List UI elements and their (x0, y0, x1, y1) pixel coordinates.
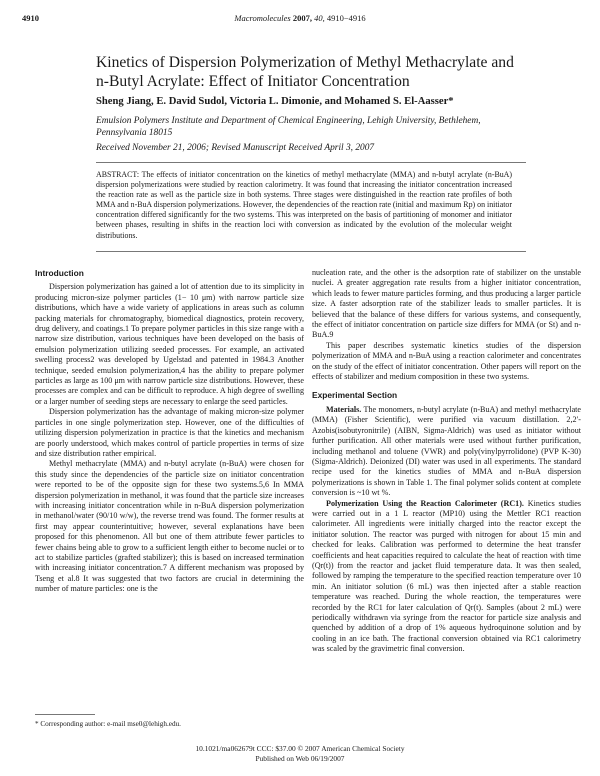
journal-name: Macromolecules (234, 13, 291, 23)
calorimeter-title: Polymerization Using the Reaction Calorimeter (RC1). (326, 498, 524, 508)
divider-bottom (96, 251, 526, 252)
journal-volume: 40, (314, 13, 325, 23)
calorimeter-paragraph (312, 499, 581, 655)
footnote-divider (35, 714, 95, 715)
article-affiliation: Emulsion Polymers Institute and Department of Chemical Engineering, Lehigh University, Bethlehem, Pennsylvania 18015 (96, 116, 481, 138)
intro-paragraph-4: This paper describes systematic kinetics studies of the dispersion polymerization of MMA and n-BuA using a reaction calorimeter and concentrates on the study of the effect of initiator concentration. Other papers will report on the effects of stabilizer and medium composition in these two systems. (312, 340, 581, 382)
section-heading-introduction: Introduction (35, 268, 84, 278)
materials-title: Materials. (326, 404, 362, 414)
abstract: ABSTRACT: The effects of initiator concentration on the kinetics of methyl methacrylate (MMA) and n-butyl acrylate (n-BuA) dispersion polymerizations were studied by reaction calorimetry. It was found that increasing the initiator concentration increased the reaction rate as well as the particle size in both systems. Three stages were distinguished in the reaction rate profiles of both MMA and n-BuA dispersion polymerizations. However, the dependencies of the reaction rate (initial and maximum Rp) on initiator concentration differed significantly for the two systems. This was interpreted on the basis of partitioning of monomer and initiator between phases, resulting in shifts in the reaction loci with conversion as indicated by the evolution of the molecular weight distributions. (96, 170, 512, 240)
corresponding-author-footnote: * Corresponding author: e-mail mse0@lehigh.edu. (35, 720, 181, 728)
journal-pages: 4910−4916 (326, 13, 366, 23)
page-footer (0, 744, 600, 763)
materials-paragraph (312, 405, 581, 499)
article-authors: Sheng Jiang, E. David Sudol, Victoria L. Dimonie, and Mohamed S. El-Aasser* (96, 96, 454, 107)
intro-paragraph-1: Dispersion polymerization has gained a lot of attention due to its simplicity in producing micron-size polymer particles (1− 10 μm) with narrow particle size distributions, which have a wide variety of applications in areas such as column packing materials for chromatography, biomedical diagnostics, protein recovery, drug delivery, and coatings.1 To prepare polymer particles in this size range with a narrow size distribution, various techniques have been developed on the basis of emulsion polymerization utilizing seeded processes. For example, an activated swelling process2 was developed by Ugelstad and patented in 1984.3 Another technique, seeded emulsion polymerization,4 has the ability to prepare polymer particles as large as 100 μm with narrow particle size distributions. However, these processes are complex and can be difficult to reproduce. A high degree of swelling or a larger number of seeding steps are necessary to enlarge the seed particles. (35, 282, 304, 406)
article-title: Kinetics of Dispersion Polymerization of Methyl Methacrylate and n-Butyl Acrylate: Effect of Initiator Concentration (96, 54, 514, 90)
journal-header (0, 13, 600, 23)
intro-paragraph-2: Dispersion polymerization has the advantage of making micron-size polymer particles in one single polymerization step. However, one of the difficulties of utilizing dispersion polymerization in practice is that the kinetics and mechanism are poorly understood, which makes control of particle properties in terms of size and size distribution rather empirical. (35, 407, 304, 458)
published-date: Published on Web 06/19/2007 (255, 753, 345, 763)
journal-year: 2007, (292, 13, 312, 23)
left-column (35, 268, 304, 595)
doi-line: 10.1021/ma062679t CCC: $37.00 © 2007 American Chemical Society (195, 744, 405, 753)
divider-top (96, 162, 526, 163)
materials-text: The monomers, n-butyl acrylate (n-BuA) and methyl methacrylate (MMA) (Fisher Scientific), were purified via vacuum distillation. 2,2′-Azobis(isobutyronitrile) (AIBN, Sigma-Aldrich) was used as initiator without further purification. All other materials were used without further purification, including methanol and toluene (VWR) and poly(vinylpyrrolidone) (PVP K-30) (Sigma-Aldrich). Deionized (DI) water was used in all experiments. The standard recipe used for the kinetics studies of MMA and n-BuA dispersion polymerizations is shown in Table 1. The final polymer solids content at complete conversion is ~10 wt %. (312, 404, 581, 498)
received-dates: Received November 21, 2006; Revised Manuscript Received April 3, 2007 (96, 143, 375, 153)
page-number: 4910 (22, 13, 39, 23)
section-heading-experimental: Experimental Section (312, 390, 398, 401)
intro-paragraph-continued: nucleation rate, and the other is the adsorption rate of stabilizer on the unstable nuclei. A greater aggregation rate results from a higher initiator concentration, which leads to fewer mature particles forming, and thus producing a larger particle size. A faster adsorption rate of the stabilizer leads to smaller particles. It is believed that the balance of these differs for various systems, and consequently, the effect of initiator concentration on particle size differs for MMA (or St) and n-BuA.9 (312, 268, 581, 340)
right-column (312, 268, 581, 655)
intro-paragraph-3: Methyl methacrylate (MMA) and n-butyl acrylate (n-BuA) were chosen for this study since the dependencies of the particle size on initiator concentration were reported to be of the opposite sign for these two systems.5,6 In MMA dispersion polymerization in methanol, it was found that the particle size increases with increasing initiator concentration while in n-BuA dispersion polymerization in methanol/water (90/10 w/w), the reverse trend was found. The former results at first may appear counterintuitive; however, several explanations have been proposed for this phenomenon. All but one of them attribute fewer particles to fewer chains being able to grow to a sufficient length either to become nuclei or to act to stabilize particles (grafted stabilizer); this is based on increased termination with increasing initiator concentration.7 A different mechanism was proposed by Tseng et al.8 It was suggested that two factors are crucial in determining the number of mature particles: one is the (35, 459, 304, 594)
calorimeter-text: Kinetics studies were carried out in a 1 L reactor (MP10) using the Mettler RC1 reaction calorimeter. All ingredients were initially charged into the reactor except the initiator solution. The reactor was purged with nitrogen for about 15 min and checked for leaks. Calibration was performed to determine the heat transfer coefficients and heat capacities required to calculate the heat of reaction with time (Qr(t)) from the reactor and jacket fluid temperature data. It was then sealed, followed by ramping the temperature to the specified reaction temperature over 10 min. An initiator solution (6 mL) was then injected after a stable reaction temperature was reached. During the whole reaction, the temperatures were recorded by the RC1 for later calculation of Qr(t). Samples (about 2 mL) were periodically withdrawn via syringe from the reactor for particle size analysis and quenched by addition of a drop of 1% aqueous hydroquinone solution and by cooling in an ice bath. The fractional conversion obtained via RC1 calorimetry was scaled by the gravimetric final conversion. (312, 498, 581, 654)
